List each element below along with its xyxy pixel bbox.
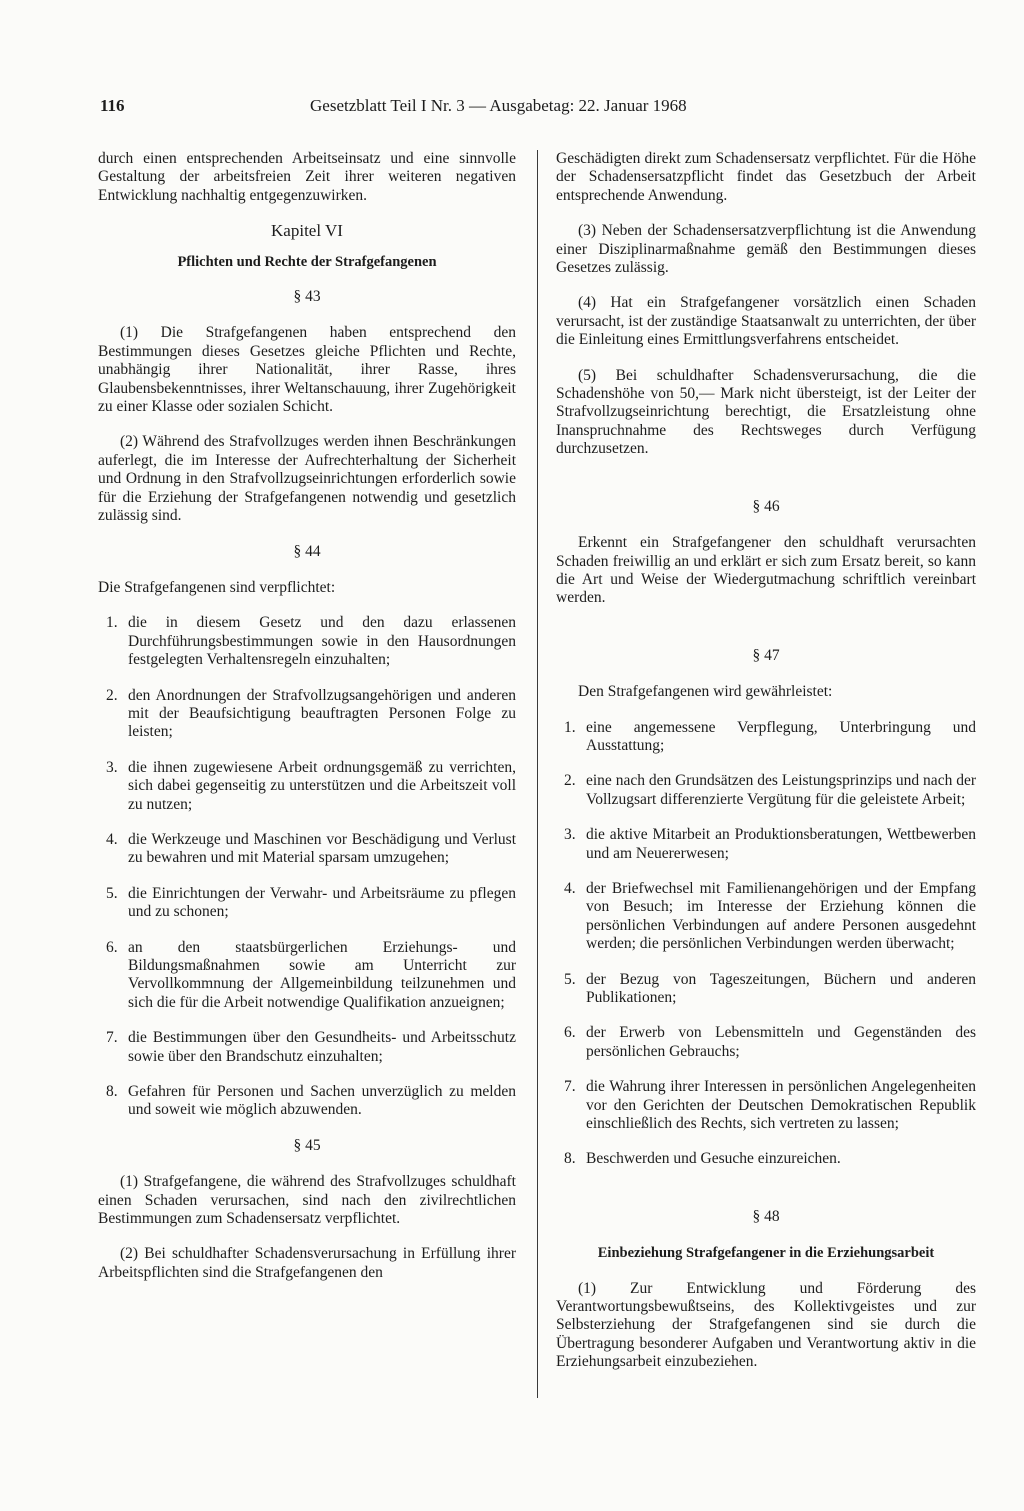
s45-paragraph-2-continued: Geschädigten direkt zum Schadensersatz verpflichtet. Für die Höhe der Schadensersatzpflicht findet das Gesetzbuch der Arbeit entsprechende Anwendung. [556,150,976,204]
right-column [556,150,976,1389]
s43-paragraph-1: (1) Die Strafgefangenen haben entsprechend den Bestimmungen dieses Gesetzes gleiche Pflichten und Rechte, unabhängig ihrer Nationalität, ihrer Rasse, ihres Glaubensbekenntnisses, ihrer Weltanschauung, ihrer Zugehörigkeit zu einer Klasse oder sozialen Schicht. [98,324,516,416]
s44-list [98,614,516,1120]
s46-paragraph-1: Erkennt ein Strafgefangener den schuldhaft verursachten Schaden freiwillig an und erklärt er sich zum Ersatz bereit, so kann die Art und Weise der Wiedergutmachung schriftlich vereinbart werden. [556,534,976,607]
s45-paragraph-3: (3) Neben der Schadensersatzverpflichtung ist die Anwendung einer Disziplinarmaßnahme gemäß den Bestimmungen dieses Gesetzes zulässig. [556,222,976,277]
list-item: 4. die Werkzeuge und Maschinen vor Beschädigung und Verlust zu bewahren und mit Material sparsam umzugehen; [106,830,516,867]
page-number: 116 [100,96,125,115]
list-item: 5. der Bezug von Tageszeitungen, Büchern und anderen Publikationen; [564,970,976,1006]
gazette-title: Gesetzblatt Teil I Nr. 3 — Ausgabetag: 22. Januar 1968 [310,96,687,115]
section-48-heading: § 48 [752,1207,780,1225]
s43-paragraph-2: (2) Während des Strafvollzuges werden ihnen Beschränkungen auferlegt, die im Interesse der Aufrechterhaltung der Sicherheit und Ordnung in den Strafvollzugseinrichtungen erforderlich sowie für die Erziehung der Strafgefangenen notwendig und gesetzlich zulässig sind. [98,433,516,525]
s47-list [556,719,976,1169]
list-item: 2. eine nach den Grundsätzen des Leistungsprinzips und nach der Vollzugsart differenzierte Vergütung für die geleistete Arbeit; [564,772,976,808]
list-item: 5. die Einrichtungen der Verwahr- und Arbeitsräume zu pflegen und zu schonen; [106,884,516,921]
list-item: 6. an den staatsbürgerlichen Erziehungs- und Bildungsmaßnahmen sowie am Unterricht zur Vervollkommnung der Allgemeinbildung teilzunehmen und sich die für die Arbeit notwendige Qualifikation anzueignen; [106,938,516,1011]
section-47-heading: § 47 [752,646,780,664]
list-item: 2. den Anordnungen der Strafvollzugsangehörigen und anderen mit der Beaufsichtigung beauftragten Personen Folge zu leisten; [106,686,516,741]
s44-intro: Die Strafgefangenen sind verpflichtet: [98,578,336,596]
list-item: 7. die Bestimmungen über den Gesundheits- und Arbeitsschutz sowie über den Brandschutz einzuhalten; [106,1029,516,1065]
list-item: 1. eine angemessene Verpflegung, Unterbringung und Ausstattung; [564,718,976,754]
list-item: 8. Gefahren für Personen und Sachen unverzüglich zu melden und soweit wie möglich abzuwenden. [106,1083,516,1119]
chapter-heading: Kapitel VI [271,221,343,241]
section-44-heading: § 44 [293,542,321,560]
intro-paragraph: durch einen entsprechenden Arbeitseinsatz und eine sinnvolle Gestaltung der arbeitsfreien Zeit ihrer weiteren negativen Entwicklung nachhaltig entgegenzuwirken. [98,150,516,204]
list-item: 3. die ihnen zugewiesene Arbeit ordnungsgemäß zu verrichten, sich dabei gegenseitig zu unterstützen und die Arbeitszeit voll zu nutzen; [106,758,516,813]
s45-paragraph-4: (4) Hat ein Strafgefangener vorsätzlich einen Schaden verursacht, ist der zuständige Staatsanwalt zu unterrichten, der über die Einleitung eines Ermittlungsverfahrens entscheidet. [556,294,976,349]
list-item: 7. die Wahrung ihrer Interessen in persönlichen Angelegenheiten vor den Gerichten der Deutschen Demokratischen Republik einschließlich des Rechts, sich vertreten zu lassen; [564,1078,976,1133]
s45-paragraph-2: (2) Bei schuldhafter Schadensverursachung in Erfüllung ihrer Arbeitspflichten sind die Strafgefangenen den [98,1245,516,1281]
s47-intro: Den Strafgefangenen wird gewährleistet: [578,683,833,701]
section-46-heading: § 46 [752,497,780,515]
list-item: 1. die in diesem Gesetz und den dazu erlassenen Durchführungsbestimmungen sowie in den Hausordnungen festgelegten Verhaltensregeln einzuhalten; [106,614,516,669]
list-item: 6. der Erwerb von Lebensmitteln und Gegenständen des persönlichen Gebrauchs; [564,1024,976,1060]
s45-paragraph-5: (5) Bei schuldhafter Schadensverursachung, die die Schadenshöhe von 50,— Mark nicht übersteigt, ist der Leiter der Strafvollzugseinrichtung berechtigt, die Ersatzleistung ohne Inanspruchnahme des Rechtsweges durch Verfügung durchzusetzen. [556,366,976,458]
chapter-title: Pflichten und Rechte der Strafgefangenen [177,253,437,270]
left-column [98,150,516,1299]
list-item: 3. die aktive Mitarbeit an Produktionsberatungen, Wettbewerben und am Neuererwesen; [564,826,976,862]
list-item: 8. Beschwerden und Gesuche einzureichen. [564,1150,841,1168]
s48-paragraph-1: (1) Zur Entwicklung und Förderung des Verantwortungsbewußtseins, des Kollektivgeistes und zur Selbsterziehung der Strafgefangenen sind sie durch die Übertragung besonderer Aufgaben und Verantwortung aktiv in die Erziehungsarbeit einzubeziehen. [556,1279,976,1371]
section-43-heading: § 43 [293,288,321,306]
list-item: 4. der Briefwechsel mit Familienangehörigen und der Empfang von Besuch; im Interesse der Erziehung können die persönlichen Verbindungen auf andere Personen ausgedehnt werden; die persönlichen Verbindungen werden überwacht; [564,879,976,953]
s48-title: Einbeziehung Strafgefangener in die Erziehungsarbeit [597,1245,935,1262]
s45-paragraph-1: (1) Strafgefangene, die während des Strafvollzuges schuldhaft einen Schaden verursachen, sind nach den zivilrechtlichen Bestimmungen zum Schadensersatz verpflichtet. [98,1173,516,1228]
page-header [100,96,970,122]
section-45-heading: § 45 [293,1136,321,1154]
column-divider [537,150,538,1398]
